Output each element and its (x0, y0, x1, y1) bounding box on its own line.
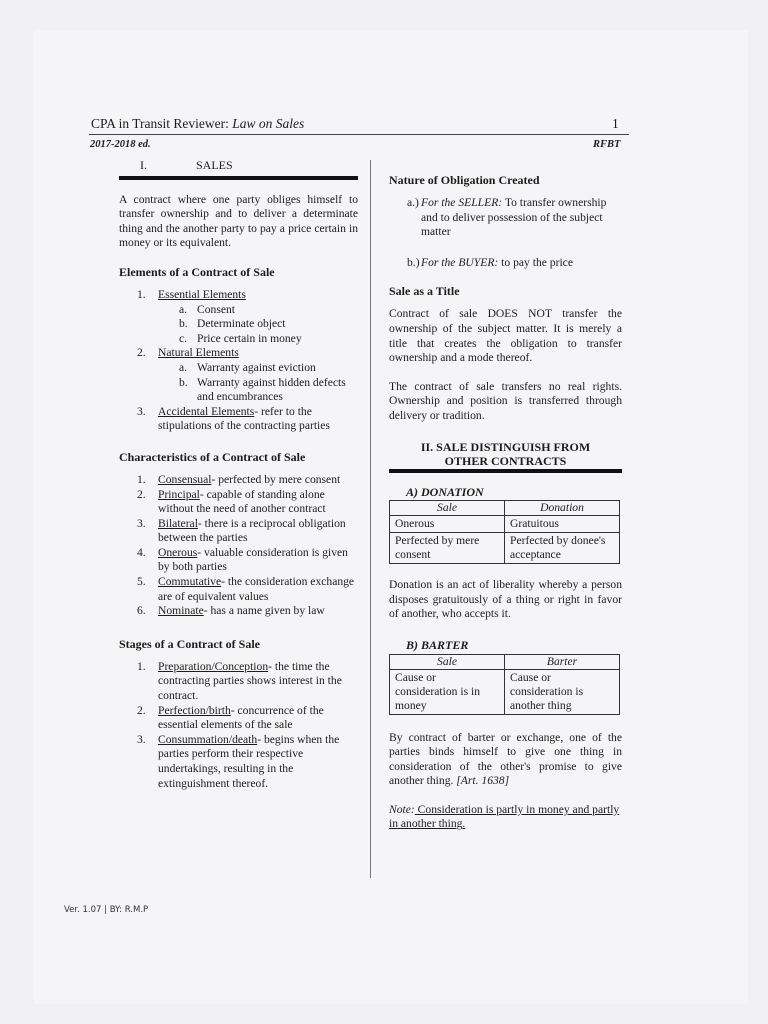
section-heading-sales (140, 158, 358, 173)
table-row: Cause or consideration is in money Cause or consideration is another thing (390, 669, 620, 714)
list-item: 3. Accidental Elements- refer to the stipulations of the contracting parties (137, 404, 330, 433)
right-column (389, 173, 622, 832)
subject-label: RFBT (593, 139, 621, 150)
donation-paragraph: Donation is an act of liberality whereby a person disposes gratuitously of a thing or right in favor of another, who accepts it. (389, 578, 622, 621)
column-divider (370, 160, 371, 878)
list-item: 1. Preparation/Conception- the time the contracting parties shows interest in the contract. (137, 659, 342, 703)
section-heading-distinguish: II. SALE DISTINGUISH FROM OTHER CONTRACTS (420, 439, 591, 468)
donation-title: A) DONATION (406, 484, 484, 499)
table-header: Sale (390, 654, 505, 669)
barter-title: B) BARTER (406, 637, 469, 652)
list-item: 1. Essential Elements a. Consent b. Determinate object c. Price certain in money (119, 288, 358, 346)
section-bar (389, 469, 622, 473)
sale-as-title-heading: Sale as a Title (389, 284, 460, 299)
table-row: Onerous Gratuitous (390, 516, 620, 533)
list-item: 6. Nominate- has a name given by law (137, 604, 325, 618)
list-item: 1. Consensual- perfected by mere consent (137, 472, 341, 486)
barter-paragraph: By contract of barter or exchange, one of the parties binds himself to give one thing in consideration of the other's promise to give another thing. [Art. 1638] (389, 730, 622, 788)
sale-as-title-paragraph: Contract of sale DOES NOT transfer the ownership of the subject matter. It is merely a title that creates the obligation to transfer ownership and a mode thereof. (389, 307, 622, 365)
list-item: 2. Perfection/birth- concurrence of the essential elements of the sale (137, 703, 324, 732)
page-number: 1 (612, 116, 619, 131)
list-item: 5. Commutative- the consideration exchange are of equivalent values (137, 575, 355, 603)
list-item: b. Determinate object (179, 317, 286, 331)
list-item: 2. Natural Elements a. Warranty against eviction b. Warranty against hidden defects and encumbrances (119, 346, 358, 404)
nature-heading: Nature of Obligation Created (389, 173, 540, 187)
version-footer: Ver. 1.07 | BY: R.M.P (64, 905, 149, 915)
list-item: a. Warranty against eviction (179, 360, 316, 374)
document-title (91, 116, 304, 132)
list-item: b. Warranty against hidden defects and encumbrances (179, 375, 346, 404)
list-item: c. Price certain in money (179, 331, 302, 345)
seller-obligation: a.) For the SELLER: To transfer ownership and to deliver possession of the subject matter (407, 196, 607, 239)
barter-table (389, 654, 620, 715)
table-row: Perfected by mere consent Perfected by donee's acceptance (390, 533, 620, 564)
section-title: SALES (196, 158, 233, 172)
real-rights-paragraph: The contract of sale transfers no real rights. Ownership and position is transferred through delivery or tradition. (389, 379, 622, 422)
left-column (119, 158, 358, 791)
header-rule (89, 134, 629, 135)
list-item: 3. Bilateral- there is a reciprocal obligation between the parties (137, 516, 346, 545)
title-italic: Law on Sales (232, 116, 305, 131)
section-bar (119, 176, 358, 180)
stages-heading: Stages of a Contract of Sale (119, 636, 260, 651)
characteristics-list (119, 473, 358, 619)
list-item: 4. Onerous- valuable consideration is given by both parties (137, 545, 348, 574)
list-item: 2. Principal- capable of standing alone without the need of another contract (137, 487, 326, 516)
elements-list (119, 288, 358, 434)
buyer-obligation: b.) For the BUYER: to pay the price (407, 255, 573, 269)
elements-heading: Elements of a Contract of Sale (119, 264, 275, 279)
table-header: Barter (505, 654, 620, 669)
edition-label: 2017-2018 ed. (90, 139, 151, 150)
characteristics-heading: Characteristics of a Contract of Sale (119, 449, 306, 464)
article-citation: [Art. 1638] (456, 774, 510, 788)
list-item: a. Consent (179, 302, 236, 316)
sale-definition: A contract where one party obliges himself to transfer ownership and to deliver a determinate thing and the another party to pay a price certain in money or its equivalent. (119, 192, 358, 250)
title-main: CPA in Transit Reviewer: (91, 116, 233, 131)
section-number: I. (140, 158, 147, 172)
table-header: Donation (505, 501, 620, 516)
list-item: 3. Consummation/death- begins when the parties perform their respective undertakings, resulting in the extinguishment thereof. (137, 732, 340, 790)
donation-table (389, 500, 620, 564)
note-paragraph: Note: Consideration is partly in money and partly in another thing. (389, 802, 620, 831)
table-header: Sale (390, 501, 505, 516)
stages-list (119, 660, 358, 791)
